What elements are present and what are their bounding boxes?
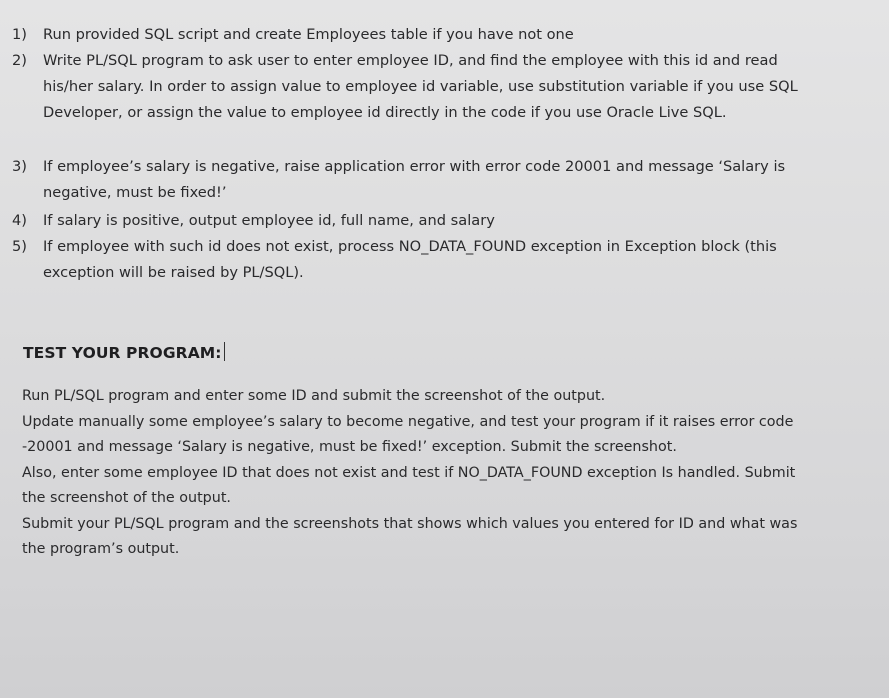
step-5-number: 5) [12,238,27,255]
test-paragraph-2: Update manually some employee’s salary to become negative, and test your program if it raises error code -20001 and message ‘Salary is negative, must be fixed!’ exception. Submit the screenshot. [22,413,794,455]
step-5 [12,234,822,286]
test-section-heading [23,342,225,362]
step-4 [12,208,822,234]
step-1-text: Run provided SQL script and create Employees table if you have not one [43,26,574,43]
test-paragraph-1: Run PL/SQL program and enter some ID and submit the screenshot of the output. [22,388,606,404]
step-1-number: 1) [12,26,27,43]
step-2-text: Write PL/SQL program to ask user to enter employee ID, and find the employee with this id and read his/her salary. In order to assign value to employee id variable, use substitution variable if you use SQL Developer, or assign the value to employee id directly in the code if you use Oracle Live SQL. [43,52,798,121]
step-3-number: 3) [12,158,27,175]
test-paragraph-3: Also, enter some employee ID that does not exist and test if NO_DATA_FOUND exception Is handled. Submit the screenshot of the output. [22,464,796,506]
text-cursor [224,342,225,361]
step-4-text: If salary is positive, output employee id, full name, and salary [43,212,495,229]
test-section-body [22,384,802,563]
step-3-text: If employee’s salary is negative, raise application error with error code 20001 and message ‘Salary is negative, must be fixed!’ [43,158,786,201]
test-paragraph-4: Submit your PL/SQL program and the screenshots that shows which values you entered for ID and what was the program’s output. [22,515,798,557]
test-heading-text: TEST YOUR PROGRAM: [23,344,222,362]
step-1 [12,22,822,48]
step-2 [12,48,822,126]
step-4-number: 4) [12,212,27,229]
step-5-text: If employee with such id does not exist, process NO_DATA_FOUND exception in Exception block (this exception will be raised by PL/SQL). [43,238,777,281]
step-3 [12,154,822,206]
step-2-number: 2) [12,52,27,69]
